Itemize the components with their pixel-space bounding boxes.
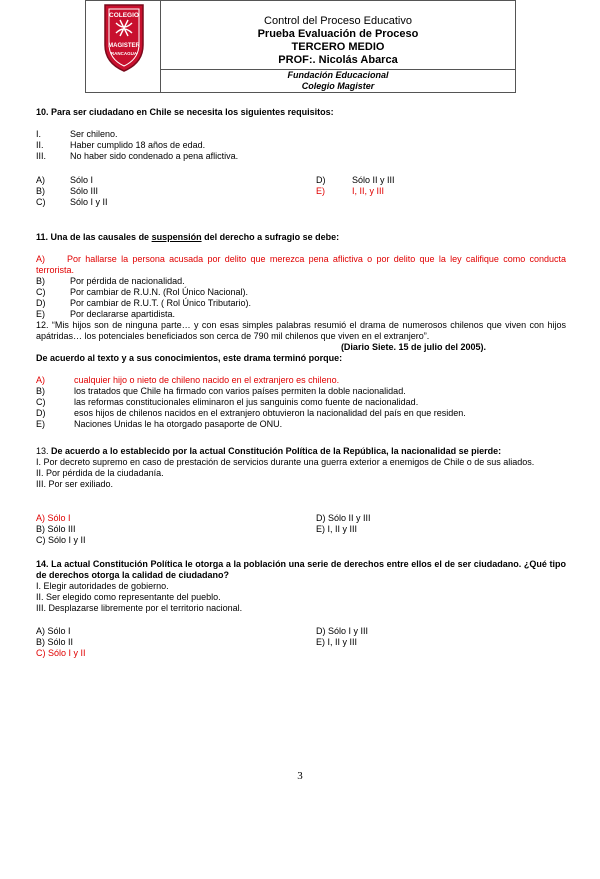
q14-option-row — [36, 648, 566, 659]
q13-option-b: B) Sólo III — [36, 524, 76, 534]
q10-option-row — [36, 175, 566, 186]
q13-option-row — [36, 513, 566, 524]
q11-option: B) Por pérdida de nacionalidad. — [36, 276, 185, 286]
q13-option-row — [36, 524, 566, 535]
q12-option-a-answer: A) cualquier hijo o nieto de chileno nacido en el extranjero es chileno. — [36, 375, 340, 385]
q10-option-row — [36, 197, 566, 208]
q13-option-c: C) Sólo I y II — [36, 535, 86, 545]
q13-option-e: E) I, II y III — [316, 524, 358, 534]
q10-option-d: Sólo II y III — [352, 175, 395, 185]
q14-item: I. Elegir autoridades de gobierno. — [36, 581, 169, 591]
q13-items — [36, 457, 566, 490]
q10-option-e-letter: E) — [316, 186, 325, 196]
header-title-cell — [161, 1, 515, 70]
q14-items — [36, 581, 566, 614]
page-number: 3 — [297, 770, 303, 782]
q11-option-a-answer: A) Por hallarse la persona acusada por delito que merezca pena aflictiva o por delito que la ley califique como conducta terrorista. — [36, 254, 566, 275]
q10-items — [36, 129, 566, 162]
q14-option-c-answer: C) Sólo I y II — [36, 648, 86, 658]
q10-option-b: Sólo III — [70, 186, 99, 196]
q10-option-c-letter: C) — [36, 197, 46, 207]
q10-option-c: Sólo I y II — [70, 197, 108, 207]
q10-option-e-answer: I, II, y III — [352, 186, 385, 196]
q12-option: E) Naciones Unidas le ha otorgado pasaporte de ONU. — [36, 419, 283, 429]
header-sub-1: Fundación Educacional — [287, 70, 389, 80]
q12-option: D) esos hijos de chilenos nacidos en el extranjero obtuvieron la nacionalidad del país en que residen. — [36, 408, 466, 418]
q12-quote: 12. “Mis hijos son de ninguna parte… y con esas simples palabras resumió el drama de numerosos chilenos que viven con hijos apátridas… los potenciales beneficiados son cerca de 790 mil chilenos que viven en el extranjero”. — [36, 320, 566, 341]
q13-item: II. Por pérdida de la ciudadanía. — [36, 468, 164, 478]
q11-option: C) Por cambiar de R.U.N. (Rol Único Nacional). — [36, 287, 249, 297]
q13-question: 13. De acuerdo a lo establecido por la actual Constitución Política de la República, la nacionalidad se pierde: — [36, 446, 502, 456]
q14-item: II. Ser elegido como representante del pueblo. — [36, 592, 221, 602]
header-sub-cell — [161, 69, 515, 93]
q14-option-row — [36, 637, 566, 648]
q12-source: (Diario Siete. 15 de julio del 2005). — [340, 342, 486, 352]
q10-option-row — [36, 186, 566, 197]
q13-option-a-answer: A) Sólo I — [36, 513, 71, 523]
q10-option-a-letter: A) — [36, 175, 45, 185]
logo-text-city: RANCAGUA — [110, 51, 138, 56]
q14-question: 14. La actual Constitución Política le otorga a la población una serie de derechos entre ellos el de ser ciudadano. ¿Qué tipo de derechos otorga la calidad de ciudadano? — [36, 559, 566, 580]
q10-option-d-letter: D) — [316, 175, 326, 185]
q10-item: I. Ser chileno. — [36, 129, 118, 139]
q12-option: C) las reformas constitucionales eliminaron el jus sanguinis como fuente de nacionalidad. — [36, 397, 419, 407]
q14-item: III. Desplazarse libremente por el territorio nacional. — [36, 603, 243, 613]
q13-options — [36, 513, 566, 546]
header-line-2: Prueba Evaluación de Proceso — [257, 28, 419, 40]
q14-option-b: B) Sólo II — [36, 637, 74, 647]
header-line-1: Control del Proceso Educativo — [264, 15, 412, 27]
school-crest-logo — [86, 1, 160, 93]
q10-item: III. No haber sido condenado a pena aflictiva. — [36, 151, 239, 161]
q10-option-a: Sólo I — [70, 175, 94, 185]
logo-cell — [86, 1, 161, 93]
q14-option-row — [36, 626, 566, 637]
q13-option-d: D) Sólo II y III — [316, 513, 371, 523]
header-line-4: PROF:. Nicolás Abarca — [278, 54, 398, 66]
q13-item: III. Por ser exiliado. — [36, 479, 114, 489]
q11-option: D) Por cambiar de R.U.T. ( Rol Único Tributario). — [36, 298, 252, 308]
q10-question: 10. Para ser ciudadano en Chile se necesita los siguientes requisitos: — [36, 107, 334, 117]
q10-item: II. Haber cumplido 18 años de edad. — [36, 140, 206, 150]
q10-options — [36, 175, 566, 208]
logo-text-top: COLEGIO — [109, 12, 139, 19]
logo-text-name: MAGISTER — [108, 43, 140, 49]
q11-option: E) Por declararse apartidista. — [36, 309, 176, 319]
document-header — [85, 0, 516, 93]
header-line-3: TERCERO MEDIO — [291, 41, 385, 53]
q12-options — [36, 375, 566, 430]
q14-option-e: E) I, II y III — [316, 637, 358, 647]
q14-option-a: A) Sólo I — [36, 626, 71, 636]
q13-option-row — [36, 535, 566, 546]
header-sub-2: Colegio Magister — [301, 81, 375, 91]
q14-options — [36, 626, 566, 659]
q11-options — [36, 276, 566, 320]
q14-option-d: D) Sólo I y III — [316, 626, 369, 636]
q10-option-b-letter: B) — [36, 186, 45, 196]
q13-item: I. Por decreto supremo en caso de prestación de servicios durante una guerra exterior a enemigos de Chile o de sus aliados. — [36, 457, 535, 467]
q12-question: De acuerdo al texto y a sus conocimientos, este drama terminó porque: — [36, 353, 343, 363]
q12-option: B) los tratados que Chile ha firmado con varios países permiten la doble nacionalidad. — [36, 386, 406, 396]
q11-question: 11. Una de las causales de suspensión del derecho a sufragio se debe: — [36, 232, 340, 242]
